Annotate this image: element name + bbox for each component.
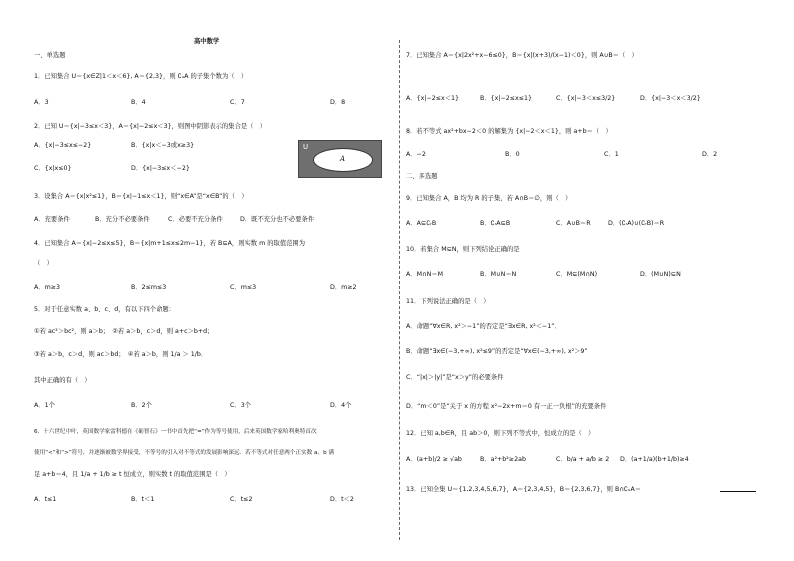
q4-opt-b: B．2≤m≤3: [131, 284, 167, 291]
q1-stem: 1．已知集合 U＝{x∈Z|1＜x＜6}, A＝{2,3}，则 ∁ᵤA 的子集个数为（ ）: [34, 73, 248, 80]
venn-label-a: A: [340, 155, 346, 163]
venn-label-u: U: [303, 143, 309, 151]
q1-opt-a: A．3: [34, 99, 49, 106]
q9-opt-c: C．A∪B＝R: [556, 220, 591, 227]
q4-opt-d: D．m≥2: [330, 284, 357, 291]
q2-opt-b: B．{x|x＜−3或x≥3}: [131, 142, 195, 149]
q6-opt-c: C．t≤2: [230, 496, 253, 503]
q10-opt-b: B．M∪N＝N: [480, 271, 517, 278]
q5-opt-b: B．2个: [131, 402, 152, 409]
q10-opt-d: D．(M∪N)⊆N: [640, 271, 681, 278]
q3-opt-d: D．既不充分也不必要条件: [240, 216, 315, 223]
q11-opt-c: C．“|x|＞|y|”是“x＞y”的必要条件: [406, 374, 504, 381]
q10-stem: 10．若集合 M⊆N，则下列结论正确的是: [406, 246, 520, 253]
section-multi-choice: 二、多选题: [406, 173, 438, 180]
q6-line1: 6．十六世纪中叶，英国数学家雷科德在《砺智石》一书中首先把“=”作为等号使用，后来英国数学家哈利奥特首次: [34, 429, 317, 435]
q6-line3: 足 a+b＝4，且 1/a + 1/b ≥ t 恒成立，则实数 t 的取值范围是（ ）: [34, 471, 231, 478]
q8-opt-a: A．−2: [406, 151, 426, 158]
q13-stem: 13．已知全集 U＝{1,2,3,4,5,6,7}，A＝{2,3,4,5}，B＝{2,3,6,7}，则 B∩∁ᵤA＝: [406, 486, 642, 493]
q4-paren: （ ）: [34, 260, 53, 267]
q3-stem: 3．设集合 A＝{x|x²≤1}，B＝{x|−1≤x＜1}，则“x∈A”是“x∈B”的（ ）: [34, 193, 248, 200]
q7-stem: 7．已知集合 A＝{x|2x²+x−6≤0}，B＝{x|(x+3)/(x−1)＜0}，则 A∪B＝（ ）: [406, 52, 638, 59]
q5-stem: 5．对于任意实数 a、b、c、d，有以下四个命题：: [34, 306, 175, 313]
q10-opt-a: A．M∩N＝M: [406, 271, 444, 278]
q2-opt-d: D．{x|−3≤x＜−2}: [131, 165, 190, 172]
q7-opt-d: D．{x|−3＜x＜3/2}: [640, 95, 701, 102]
page-title: 高中数学: [194, 38, 220, 45]
q11-opt-b: B．命题“∃x∈(−3,+∞), x²≤9”的否定是“∀x∈(−3,+∞), x²＞9”: [406, 348, 588, 355]
q1-opt-c: C．7: [230, 99, 245, 106]
venn-diagram: [298, 140, 382, 178]
q11-opt-d: D．“m＜0”是“关于 x 的方程 x²−2x+m＝0 有一正一负根”的充要条件: [406, 403, 607, 410]
q1-opt-b: B．4: [131, 99, 146, 106]
q9-opt-a: A．A⊆∁ᵣB: [406, 220, 437, 227]
q10-opt-c: C．M⊆(M∩N): [556, 271, 598, 278]
q12-opt-b: B．a²+b²≥2ab: [480, 456, 526, 463]
section-single-choice: 一、单选题: [34, 52, 66, 59]
q12-opt-a: A．(a+b)/2 ≥ √ab: [406, 456, 462, 463]
q5-line1: ①若 ac²＞bc²，则 a＞b； ②若 a＞b，c＞d，则 a+c＞b+d；: [34, 328, 214, 335]
q12-opt-d: D．(a+1/a)(b+1/b)≥4: [620, 456, 689, 463]
q6-opt-a: A．t≤1: [34, 496, 57, 503]
q11-opt-a: A．命题“∀x∈R, x²＞−1”的否定是“∃x∈R, x²＜−1”．: [406, 323, 561, 330]
q13-answer-blank[interactable]: [720, 491, 756, 492]
q5-line2: ③若 a＞b，c＞d，则 ac＞bd； ④若 a＞b，则 1/a ＞ 1/b．: [34, 351, 208, 358]
q11-stem: 11．下列说法正确的是（ ）: [406, 298, 490, 305]
q5-opt-c: C．3个: [230, 402, 251, 409]
q3-opt-c: C．必要不充分条件: [168, 216, 223, 223]
q8-opt-d: D．2: [702, 151, 718, 158]
q7-opt-a: A．{x|−2≤x＜1}: [406, 95, 460, 102]
q2-stem: 2．已知 U＝{x|−3≤x＜3}，A＝{x|−2≤x＜3}，则图中阴影表示的集合是（ ）: [34, 123, 267, 130]
q8-opt-c: C．1: [604, 151, 619, 158]
q3-opt-b: B．充分不必要条件: [95, 216, 150, 223]
q6-opt-d: D．t＜2: [330, 496, 354, 503]
q5-opt-d: D．4个: [330, 402, 352, 409]
q6-opt-b: B．t＜1: [131, 496, 155, 503]
q5-opt-a: A．1个: [34, 402, 55, 409]
q8-stem: 8．若不等式 ax²+bx−2＜0 的解集为 {x|−2＜x＜1}，则 a+b＝（ ）: [406, 128, 612, 135]
q4-opt-c: C．m≤3: [230, 284, 257, 291]
q4-opt-a: A．m≥3: [34, 284, 61, 291]
q9-stem: 9．已知集合 A，B 均为 R 的子集，若 A∩B＝∅，则（ ）: [406, 195, 572, 202]
q9-opt-b: B．∁ᵣA⊆B: [480, 220, 511, 227]
q2-opt-a: A．{x|−3≤x≤−2}: [34, 142, 92, 149]
q1-opt-d: D．8: [330, 99, 346, 106]
q3-opt-a: A．充要条件: [34, 216, 70, 223]
q12-stem: 12．已知 a,b∈R，且 ab＞0，则下列不等式中，恒成立的是（ ）: [406, 430, 595, 437]
q7-opt-b: B．{x|−2≤x≤1}: [480, 95, 533, 102]
q6-line2: 使用“<”和“>”符号，并逐渐被数学界接受，不等号的引入对不等式的发展影响深远．若不等式对任意两个正实数 a、b 满: [34, 450, 335, 456]
column-divider: [399, 40, 400, 540]
q2-opt-c: C．{x|x≤0}: [34, 165, 72, 172]
q8-opt-b: B．0: [505, 151, 520, 158]
q4-stem: 4．已知集合 A＝{x|−2≤x≤5}，B＝{x|m+1≤x≤2m−1}，若 B⊆A，则实数 m 的取值范围为: [34, 240, 306, 247]
q9-opt-d: D．(∁ᵣA)∪(∁ᵣB)＝R: [608, 220, 665, 227]
q5-question: 其中正确的有（ ）: [34, 377, 91, 384]
q12-opt-c: C．b/a + a/b ≥ 2: [556, 456, 610, 463]
q7-opt-c: C．{x|−3＜x≤3/2}: [556, 95, 616, 102]
